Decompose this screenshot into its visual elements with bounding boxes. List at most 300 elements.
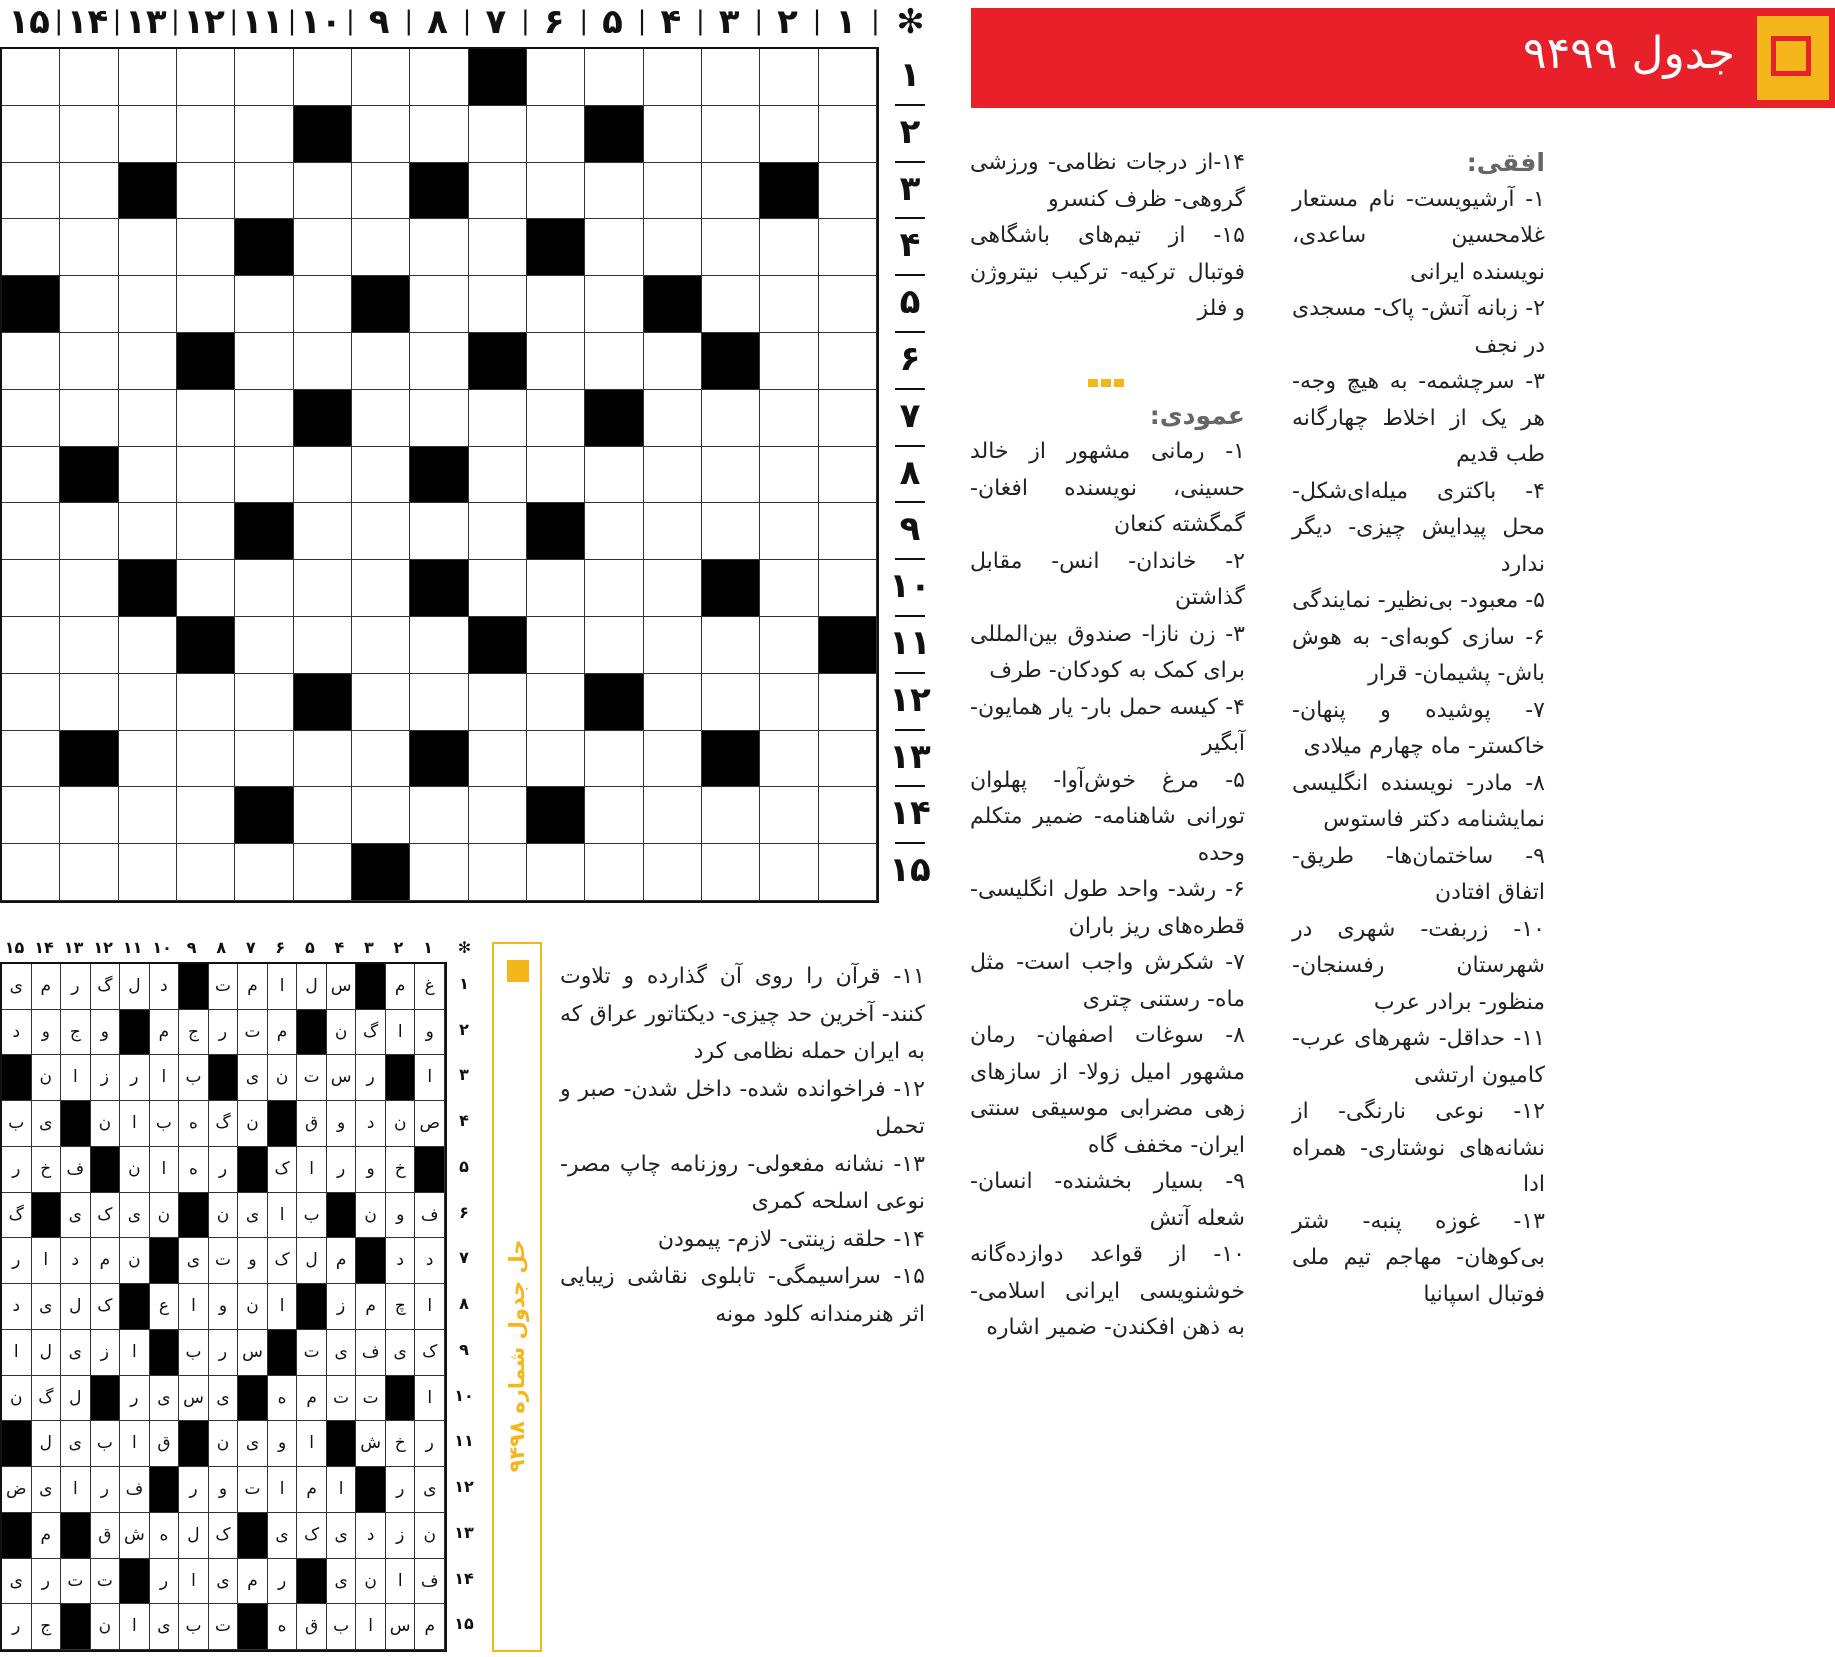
solution-letter: ه — [179, 1101, 209, 1147]
grid-cell[interactable] — [819, 447, 877, 504]
grid-cell[interactable] — [819, 390, 877, 447]
solution-column-number: ۷ — [245, 938, 256, 957]
solution-letter: ج — [179, 1010, 209, 1056]
grid-cell[interactable] — [60, 219, 118, 276]
grid-cell[interactable] — [527, 617, 585, 674]
black-cell — [60, 447, 118, 504]
grid-cell[interactable] — [410, 787, 468, 844]
grid-cell[interactable] — [760, 844, 818, 901]
solution-letter: ر — [327, 1147, 357, 1193]
black-cell — [819, 617, 877, 674]
horizontal-heading: افقی: — [1466, 148, 1545, 177]
row-divider — [895, 331, 925, 333]
grid-cell[interactable] — [177, 106, 235, 163]
grid-cell[interactable] — [60, 49, 118, 106]
grid-cell[interactable] — [410, 49, 468, 106]
solution-column-number: ۱۳ — [63, 938, 84, 957]
grid-cell[interactable] — [2, 844, 60, 901]
grid-cell[interactable] — [352, 390, 410, 447]
solution-letter: ی — [120, 1193, 150, 1239]
grid-cell[interactable] — [352, 787, 410, 844]
solution-black-cell — [91, 1147, 121, 1193]
row-number: ۸ — [899, 452, 921, 493]
solution-title: حل جدول شماره ۹۴۹۸ — [505, 1239, 529, 1473]
grid-cell[interactable] — [527, 674, 585, 731]
solution-letter: ک — [268, 1238, 298, 1284]
solution-letter: گ — [2, 1193, 32, 1239]
grid-cell[interactable] — [352, 617, 410, 674]
grid-cell[interactable] — [235, 447, 293, 504]
grid-cell[interactable] — [119, 447, 177, 504]
grid-cell[interactable] — [2, 787, 60, 844]
grid-cell[interactable] — [294, 617, 352, 674]
grid-cell[interactable] — [235, 617, 293, 674]
grid-cell[interactable] — [760, 560, 818, 617]
grid-cell[interactable] — [760, 447, 818, 504]
grid-cell[interactable] — [119, 787, 177, 844]
crossword-grid[interactable] — [0, 47, 879, 903]
solution-letter: ا — [120, 1330, 150, 1376]
solution-letter: ق — [91, 1513, 121, 1559]
solution-letter: ت — [356, 1376, 386, 1422]
solution-letter: و — [238, 1238, 268, 1284]
grid-cell[interactable] — [585, 276, 643, 333]
grid-cell[interactable] — [235, 390, 293, 447]
grid-cell[interactable] — [527, 106, 585, 163]
black-cell — [410, 163, 468, 220]
solution-row-numbers — [450, 962, 478, 1652]
grid-cell[interactable] — [177, 503, 235, 560]
row-divider — [895, 161, 925, 163]
grid-cell[interactable] — [819, 503, 877, 560]
grid-cell[interactable] — [469, 390, 527, 447]
black-cell — [527, 219, 585, 276]
grid-cell[interactable] — [235, 276, 293, 333]
grid-cell[interactable] — [410, 219, 468, 276]
grid-cell[interactable] — [235, 731, 293, 788]
grid-cell[interactable] — [294, 503, 352, 560]
grid-cell[interactable] — [527, 390, 585, 447]
grid-cell[interactable] — [119, 390, 177, 447]
grid-cell[interactable] — [469, 844, 527, 901]
grid-cell[interactable] — [352, 674, 410, 731]
solution-letter: ع — [150, 1284, 180, 1330]
grid-cell[interactable] — [819, 560, 877, 617]
grid-cell[interactable] — [294, 333, 352, 390]
grid-cell[interactable] — [469, 447, 527, 504]
grid-cell[interactable] — [469, 731, 527, 788]
grid-cell[interactable] — [60, 560, 118, 617]
grid-cell[interactable] — [235, 163, 293, 220]
solution-grid — [0, 962, 447, 1652]
grid-cell[interactable] — [177, 787, 235, 844]
grid-cell[interactable] — [60, 390, 118, 447]
row-number: ۱۱ — [889, 623, 931, 663]
column-number: ۱۰ — [300, 2, 342, 42]
grid-cell[interactable] — [527, 163, 585, 220]
row-divider — [895, 104, 925, 106]
solution-letter: ب — [179, 1055, 209, 1101]
grid-cell[interactable] — [235, 674, 293, 731]
grid-cell[interactable] — [119, 731, 177, 788]
grid-cell[interactable] — [644, 560, 702, 617]
solution-letter: ت — [327, 1376, 357, 1422]
solution-letter: ر — [120, 1376, 150, 1422]
grid-cell[interactable] — [410, 617, 468, 674]
solution-row-number: ۱۱ — [454, 1431, 474, 1451]
grid-cell[interactable] — [644, 844, 702, 901]
grid-cell[interactable] — [527, 731, 585, 788]
grid-cell[interactable] — [819, 844, 877, 901]
solution-letter: ی — [32, 1284, 62, 1330]
grid-cell[interactable] — [2, 219, 60, 276]
solution-letter: ی — [327, 1330, 357, 1376]
grid-cell[interactable] — [760, 674, 818, 731]
solution-letter: ب — [2, 1101, 32, 1147]
column-separator: | — [346, 6, 355, 36]
solution-letter: ت — [238, 1010, 268, 1056]
grid-cell[interactable] — [585, 503, 643, 560]
grid-cell[interactable] — [585, 731, 643, 788]
solution-letter: و — [415, 1010, 445, 1056]
grid-cell[interactable] — [119, 49, 177, 106]
solution-letter: ب — [150, 1101, 180, 1147]
vertical-clue-list-continued — [560, 958, 925, 1333]
grid-cell[interactable] — [294, 163, 352, 220]
grid-cell[interactable] — [235, 106, 293, 163]
solution-black-cell — [268, 1330, 298, 1376]
grid-cell[interactable] — [2, 674, 60, 731]
grid-cell[interactable] — [585, 219, 643, 276]
grid-cell[interactable] — [469, 106, 527, 163]
solution-column-number: ۱۴ — [34, 938, 54, 957]
grid-cell[interactable] — [585, 560, 643, 617]
grid-cell[interactable] — [352, 219, 410, 276]
grid-cell[interactable] — [2, 617, 60, 674]
solution-letter: د — [415, 1238, 445, 1284]
grid-cell[interactable] — [819, 106, 877, 163]
grid-cell[interactable] — [119, 106, 177, 163]
magazine-logo-icon — [1757, 16, 1829, 100]
grid-cell[interactable] — [527, 844, 585, 901]
horizontal-clue: ۳- سرچشمه- به هیچ وجه- هر یک از اخلاط چهارگانه طب قدیم — [1292, 369, 1545, 467]
grid-cell[interactable] — [644, 787, 702, 844]
grid-cell[interactable] — [760, 787, 818, 844]
solution-letter: ت — [209, 964, 239, 1010]
grid-cell[interactable] — [177, 219, 235, 276]
grid-cell[interactable] — [2, 503, 60, 560]
solution-letter: ن — [238, 1284, 268, 1330]
column-separator: | — [871, 6, 880, 36]
solution-letter: ف — [120, 1467, 150, 1513]
solution-black-cell — [61, 1513, 91, 1559]
black-cell — [235, 219, 293, 276]
grid-cell[interactable] — [235, 844, 293, 901]
black-cell — [702, 333, 760, 390]
grid-cell[interactable] — [469, 219, 527, 276]
grid-cell[interactable] — [702, 276, 760, 333]
solution-letter: ب — [327, 1604, 357, 1650]
grid-cell[interactable] — [60, 106, 118, 163]
solution-letter: ف — [415, 1559, 445, 1605]
solution-black-cell — [386, 1055, 416, 1101]
solution-black-cell — [268, 1101, 298, 1147]
grid-cell[interactable] — [644, 106, 702, 163]
grid-cell[interactable] — [527, 333, 585, 390]
solution-black-cell — [2, 1055, 32, 1101]
grid-cell[interactable] — [702, 844, 760, 901]
grid-cell[interactable] — [177, 163, 235, 220]
grid-cell[interactable] — [760, 731, 818, 788]
grid-cell[interactable] — [294, 731, 352, 788]
grid-cell[interactable] — [702, 163, 760, 220]
grid-cell[interactable] — [469, 560, 527, 617]
grid-cell[interactable] — [819, 163, 877, 220]
grid-cell[interactable] — [352, 447, 410, 504]
grid-cell[interactable] — [2, 106, 60, 163]
solution-letter: د — [386, 1238, 416, 1284]
grid-cell[interactable] — [352, 163, 410, 220]
grid-cell[interactable] — [644, 333, 702, 390]
grid-cell[interactable] — [585, 844, 643, 901]
grid-cell[interactable] — [60, 503, 118, 560]
solution-letter: و — [327, 1101, 357, 1147]
column-number: ۴ — [660, 2, 682, 42]
solution-letter: ا — [268, 1284, 298, 1330]
solution-letter: ا — [179, 1284, 209, 1330]
grid-cell[interactable] — [2, 731, 60, 788]
grid-cell[interactable] — [527, 447, 585, 504]
solution-letter: ی — [150, 1604, 180, 1650]
grid-cell[interactable] — [644, 219, 702, 276]
grid-cell[interactable] — [585, 163, 643, 220]
solution-letter: ر — [61, 964, 91, 1010]
grid-cell[interactable] — [119, 333, 177, 390]
solution-letter: ر — [209, 1010, 239, 1056]
grid-cell[interactable] — [819, 674, 877, 731]
grid-cell[interactable] — [2, 390, 60, 447]
black-cell — [177, 617, 235, 674]
row-divider — [895, 672, 925, 674]
grid-cell[interactable] — [760, 333, 818, 390]
grid-cell[interactable] — [60, 276, 118, 333]
solution-row-number: ۱۲ — [454, 1477, 474, 1497]
grid-cell[interactable] — [702, 106, 760, 163]
row-number: ۶ — [899, 339, 921, 379]
grid-cell[interactable] — [410, 106, 468, 163]
grid-cell[interactable] — [527, 276, 585, 333]
grid-cell[interactable] — [60, 844, 118, 901]
grid-cell[interactable] — [177, 844, 235, 901]
grid-cell[interactable] — [702, 787, 760, 844]
grid-cell[interactable] — [469, 163, 527, 220]
grid-cell[interactable] — [760, 106, 818, 163]
solution-column-number: ۸ — [216, 938, 227, 957]
solution-letter: ق — [150, 1421, 180, 1467]
grid-cell[interactable] — [294, 844, 352, 901]
grid-cell[interactable] — [585, 333, 643, 390]
grid-cell[interactable] — [177, 674, 235, 731]
grid-cell[interactable] — [119, 219, 177, 276]
solution-letter: ن — [209, 1421, 239, 1467]
grid-cell[interactable] — [410, 503, 468, 560]
grid-cell[interactable] — [2, 49, 60, 106]
solution-letter: ی — [32, 1101, 62, 1147]
grid-cell[interactable] — [2, 560, 60, 617]
grid-cell[interactable] — [352, 106, 410, 163]
grid-cell[interactable] — [352, 333, 410, 390]
grid-cell[interactable] — [352, 503, 410, 560]
grid-cell[interactable] — [119, 844, 177, 901]
grid-cell[interactable] — [177, 390, 235, 447]
black-cell — [177, 333, 235, 390]
solution-black-cell — [179, 964, 209, 1010]
grid-cell[interactable] — [760, 617, 818, 674]
grid-cell[interactable] — [60, 163, 118, 220]
grid-cell[interactable] — [819, 731, 877, 788]
grid-cell[interactable] — [702, 390, 760, 447]
solution-letter: ل — [120, 964, 150, 1010]
grid-cell[interactable] — [469, 674, 527, 731]
grid-cell[interactable] — [294, 560, 352, 617]
solution-letter: ش — [120, 1513, 150, 1559]
grid-cell[interactable] — [469, 503, 527, 560]
grid-cell[interactable] — [469, 787, 527, 844]
grid-cell[interactable] — [2, 163, 60, 220]
horizontal-clue: ۸- مادر- نویسنده انگلیسی نمایشنامه دکتر فاستوس — [1292, 770, 1545, 832]
grid-cell[interactable] — [294, 276, 352, 333]
grid-cell[interactable] — [410, 276, 468, 333]
grid-cell[interactable] — [644, 390, 702, 447]
solution-letter: د — [2, 1284, 32, 1330]
grid-cell[interactable] — [119, 617, 177, 674]
grid-cell[interactable] — [644, 49, 702, 106]
grid-cell[interactable] — [760, 390, 818, 447]
grid-cell[interactable] — [760, 503, 818, 560]
grid-cell[interactable] — [60, 333, 118, 390]
column-separator: | — [404, 6, 414, 36]
solution-letter: ه — [150, 1513, 180, 1559]
grid-cell[interactable] — [527, 49, 585, 106]
grid-cell[interactable] — [235, 560, 293, 617]
grid-cell[interactable] — [819, 333, 877, 390]
grid-cell[interactable] — [177, 560, 235, 617]
grid-cell[interactable] — [644, 731, 702, 788]
grid-cell[interactable] — [235, 49, 293, 106]
grid-cell[interactable] — [177, 276, 235, 333]
grid-cell[interactable] — [760, 49, 818, 106]
solution-row-number: ۹ — [459, 1339, 469, 1359]
grid-cell[interactable] — [644, 503, 702, 560]
grid-cell[interactable] — [410, 390, 468, 447]
grid-cell[interactable] — [352, 49, 410, 106]
grid-cell[interactable] — [644, 674, 702, 731]
horizontal-clue-list — [1292, 182, 1545, 1314]
grid-cell[interactable] — [819, 219, 877, 276]
solution-letter: ر — [91, 1467, 121, 1513]
row-number: ۴ — [899, 225, 921, 266]
grid-cell[interactable] — [760, 219, 818, 276]
solution-letter: و — [268, 1421, 298, 1467]
solution-letter: گ — [91, 964, 121, 1010]
horizontal-clue: ۱۰- زربفت- شهری در شهرستان رفسنجان- منظور- برادر عرب — [1292, 916, 1545, 1015]
column-separator: | — [54, 6, 64, 36]
grid-cell[interactable] — [119, 276, 177, 333]
grid-cell[interactable] — [702, 674, 760, 731]
grid-cell[interactable] — [585, 787, 643, 844]
grid-cell[interactable] — [702, 447, 760, 504]
solution-letter: ش — [356, 1421, 386, 1467]
grid-cell[interactable] — [119, 503, 177, 560]
row-divider — [895, 501, 925, 503]
grid-cell[interactable] — [119, 674, 177, 731]
grid-cell[interactable] — [410, 674, 468, 731]
solution-letter: ن — [120, 1238, 150, 1284]
grid-cell[interactable] — [352, 560, 410, 617]
grid-cell[interactable] — [702, 219, 760, 276]
solution-column-number: ۱۰ — [152, 938, 172, 957]
grid-cell[interactable] — [294, 49, 352, 106]
grid-cell[interactable] — [2, 447, 60, 504]
grid-cell[interactable] — [585, 617, 643, 674]
grid-cell[interactable] — [527, 560, 585, 617]
grid-cell[interactable] — [60, 787, 118, 844]
solution-black-cell — [238, 1604, 268, 1650]
grid-cell[interactable] — [294, 219, 352, 276]
solution-row-number: ۱۴ — [454, 1568, 474, 1588]
grid-cell[interactable] — [819, 49, 877, 106]
row-number: ۱ — [899, 55, 921, 95]
solution-letter: ل — [297, 1238, 327, 1284]
grid-cell[interactable] — [760, 276, 818, 333]
solution-row-number: ۱ — [459, 974, 469, 993]
grid-cell[interactable] — [702, 503, 760, 560]
solution-letter: ی — [415, 1467, 445, 1513]
grid-cell[interactable] — [469, 276, 527, 333]
grid-cell[interactable] — [177, 447, 235, 504]
grid-cell[interactable] — [352, 731, 410, 788]
corner-symbol: ✻ — [896, 2, 925, 42]
grid-cell[interactable] — [644, 163, 702, 220]
grid-cell[interactable] — [177, 731, 235, 788]
solution-letter: ر — [179, 1467, 209, 1513]
solution-letter: م — [32, 964, 62, 1010]
horizontal-clue: ۲- زبانه آتش- پاک- مسجدی در نجف — [1292, 296, 1545, 358]
grid-cell[interactable] — [294, 787, 352, 844]
grid-cell[interactable] — [177, 49, 235, 106]
horizontal-clue: ۴- باکتری میله‌ای‌شکل- محل پیدایش چیزی- دیگر ندارد — [1292, 478, 1545, 577]
grid-cell[interactable] — [819, 787, 877, 844]
grid-cell[interactable] — [644, 447, 702, 504]
grid-cell[interactable] — [585, 447, 643, 504]
grid-cell[interactable] — [60, 674, 118, 731]
grid-cell[interactable] — [644, 617, 702, 674]
grid-cell[interactable] — [410, 844, 468, 901]
solution-column-number: ۱۲ — [93, 938, 113, 957]
grid-cell[interactable] — [2, 333, 60, 390]
grid-cell[interactable] — [702, 617, 760, 674]
solution-letter: م — [150, 1010, 180, 1056]
grid-cell[interactable] — [702, 49, 760, 106]
grid-cell[interactable] — [235, 333, 293, 390]
grid-cell[interactable] — [60, 617, 118, 674]
grid-cell[interactable] — [819, 276, 877, 333]
grid-cell[interactable] — [585, 49, 643, 106]
grid-cell[interactable] — [410, 333, 468, 390]
solution-letter: ب — [179, 1604, 209, 1650]
grid-cell[interactable] — [294, 447, 352, 504]
solution-letter: ر — [32, 1559, 62, 1605]
